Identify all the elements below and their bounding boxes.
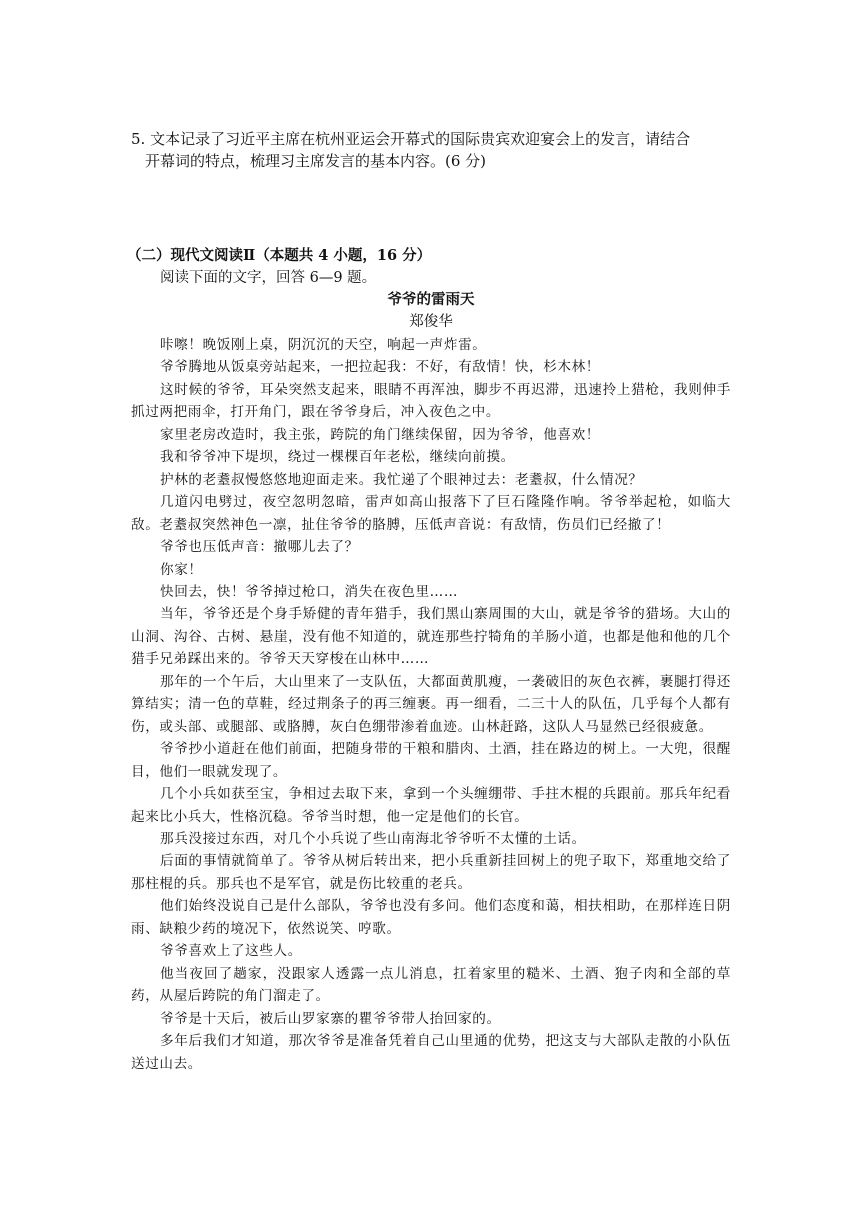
section-intro: 阅读下面的文字，回答 6—9 题。 bbox=[160, 270, 377, 286]
story-paragraph: 爷爷是十天后，被后山罗家寨的瞿爷爷带人抬回家的。 bbox=[160, 1010, 501, 1027]
story-paragraph: 爷爷腾地从饭桌旁站起来，一把拉起我：不好，有敌情！快，杉木林！ bbox=[160, 359, 601, 376]
story-title: 爷爷的雷雨天 bbox=[387, 291, 475, 308]
story-paragraph: 几个小兵如获至宝，争相过去取下来，拿到一个头缠绷带、手拄木棍的兵跟前。那兵年纪看起来比小兵大，性格沉稳。爷爷当时想，他一定是他们的长官。 bbox=[131, 786, 731, 825]
story-paragraph: 爷爷抄小道赶在他们前面，把随身带的干粮和腊肉、土酒，挂在路边的树上。一大兜，很醒目，他们一眼就发现了。 bbox=[131, 741, 731, 780]
story-paragraph: 多年后我们才知道，那次爷爷是准备凭着自己山里通的优势，把这支与大部队走散的小队伍送过山去。 bbox=[131, 1033, 731, 1072]
story-paragraph: 护林的老耋叔慢悠悠地迎面走来。我忙递了个眼神过去：老耋叔，什么情况？ bbox=[160, 471, 643, 488]
question-5-line2: 开幕词的特点，梳理习主席发言的基本内容。(6 分) bbox=[145, 152, 487, 170]
story-paragraph: 我和爷爷冲下堤坝，绕过一棵棵百年老松，继续向前摸。 bbox=[160, 449, 515, 466]
story-paragraph: 咔嚓！晚饭刚上桌，阴沉沉的天空，响起一声炸雷。 bbox=[160, 337, 487, 353]
story-paragraph: 那兵没接过东西，对几个小兵说了些山南海北爷爷听不太懂的土话。 bbox=[160, 830, 586, 847]
story-paragraph: 爷爷也压低声音：撤哪儿去了？ bbox=[160, 539, 359, 556]
reading-section bbox=[127, 245, 731, 1075]
story-paragraph: 家里老房改造时，我主张，跨院的角门继续保留，因为爷爷，他喜欢！ bbox=[160, 426, 601, 443]
story-paragraph: 后面的事情就简单了。爷爷从树后转出来，把小兵重新挂回树上的兜子取下，郑重地交给了那柱棍的兵。那兵也不是军官，就是伤比较重的老兵。 bbox=[131, 853, 731, 892]
story-paragraph: 爷爷喜欢上了这些人。 bbox=[160, 943, 302, 960]
question-5 bbox=[131, 128, 731, 172]
question-5-line1: 5. 文本记录了习近平主席在杭州亚运会开幕式的国际贵宾欢迎宴会上的发言，请结合 bbox=[131, 130, 691, 148]
story-paragraph: 那年的一个午后，大山里来了一支队伍，大都面黄肌瘦，一袭破旧的灰色衣裤，裹腿打得还算结实；清一色的草鞋，经过荆条子的再三缠裹。再一细看，二三十人的队伍，几乎每个人都有伤，或头部、或腿部、或胳膊，灰白色绷带渗着血迹。山林赶路，这队人马显然已经很疲惫。 bbox=[131, 673, 731, 735]
story-paragraph: 你家！ bbox=[160, 561, 203, 578]
story-paragraph: 几道闪电劈过，夜空忽明忽暗，雷声如高山报落下了巨石隆隆作响。爷爷举起枪，如临大敌。老耋叔突然神色一凛，扯住爷爷的胳膊，压低声音说：有敌情，伤员们已经撤了！ bbox=[131, 494, 731, 533]
story-paragraph: 他当夜回了趟家，没跟家人透露一点儿消息，扛着家里的糙米、土酒、狍子肉和全部的草药，从屋后跨院的角门溜走了。 bbox=[131, 965, 731, 1005]
section-title: （二）现代文阅读Ⅱ（本题共 4 小题，16 分） bbox=[127, 247, 432, 264]
story-paragraph: 他们始终没说自己是什么部队，爷爷也没有多问。他们态度和蔼，相扶相助，在那样连日阴雨、缺粮少药的境况下，依然说笑、哼歌。 bbox=[131, 898, 731, 937]
story-author: 郑俊华 bbox=[409, 314, 453, 330]
story-paragraph: 当年，爷爷还是个身手矫健的青年猎手，我们黑山寨周围的大山，就是爷爷的猎场。大山的山洞、沟谷、古树、悬崖，没有他不知道的，就连那些拧犄角的羊肠小道，也都是他和他的几个猎手兄弟踩出来的。爷爷天天穿梭在山林中…… bbox=[131, 606, 731, 668]
story-paragraph: 这时候的爷爷，耳朵突然支起来，眼睛不再浑浊，脚步不再迟滞，迅速拎上猎枪，我则伸手抓过两把雨伞，打开角门，跟在爷爷身后，冲入夜色之中。 bbox=[131, 381, 731, 421]
story-paragraph: 快回去，快！爷爷掉过枪口，消失在夜色里…… bbox=[160, 583, 459, 600]
story-body bbox=[131, 334, 731, 1075]
